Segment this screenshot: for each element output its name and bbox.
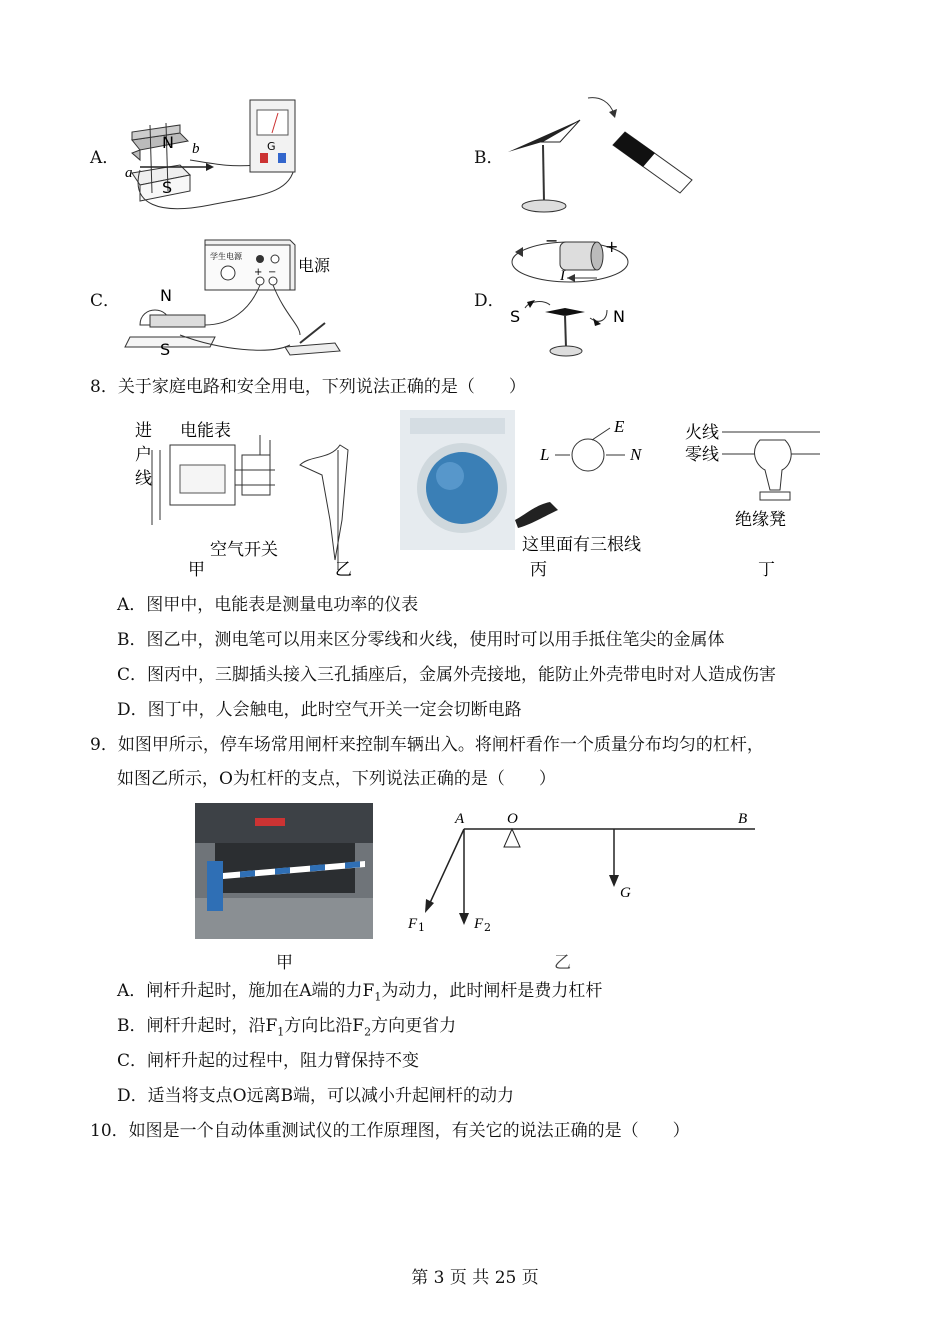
q7-figure-a: [120, 95, 310, 220]
q8-fig-switch-label: 空气开关: [210, 540, 278, 560]
q8-option-c: C．图丙中，三脚插头接入三孔插座后，金属外壳接地，能防止外壳带电时对人造成伤害: [117, 665, 777, 685]
fig-d-plus-sign: +: [605, 237, 619, 256]
fig-a-galvanometer-label: G: [267, 140, 276, 153]
q9-photo-gate: [195, 803, 373, 939]
lever-force-f1-symbol: F: [408, 916, 418, 932]
fig-c-power-label: 电源: [298, 256, 331, 275]
q8-option-b: B．图乙中，测电笔可以用来区分零线和火线，使用时可以用手抵住笔尖的金属体: [117, 630, 725, 650]
fig-a-label-b: b: [192, 141, 200, 157]
fig-c-plus-sign: +: [254, 267, 263, 278]
q8-fig-stool-label: 绝缘凳: [735, 510, 786, 530]
q8-fig-l: L: [540, 445, 550, 464]
fig-d-n-label: N: [613, 307, 625, 326]
q10-stem: 10．如图是一个自动体重测试仪的工作原理图，有关它的说法正确的是（ ）: [90, 1121, 690, 1141]
q8-fig-n: N: [630, 445, 642, 464]
q7-option-d-label: D．: [474, 291, 505, 311]
lever-point-a: A: [455, 811, 465, 827]
fig-c-minus-sign: −: [268, 267, 277, 278]
lever-force-f2-subscript: 2: [484, 921, 491, 934]
q9-option-b: B．闸杆升起时，沿$F_1$方向比沿$F_2$方向更省力: [117, 1016, 457, 1039]
q8-fig-neutral-label: 零线: [685, 445, 719, 465]
q8-fig-caption-yi: 乙: [335, 560, 352, 580]
lever-point-b: B: [738, 811, 748, 827]
q8-fig-e: E: [614, 417, 625, 436]
q8-fig-caption-ding: 丁: [758, 560, 775, 580]
q8-fig-live-label: 火线: [685, 423, 719, 443]
fig-c-power-plate: 学生电源: [210, 252, 242, 261]
fig-c-s-pole: S: [160, 340, 171, 359]
fig-c-n-pole: N: [160, 286, 172, 305]
q7-figure-b: [500, 90, 700, 220]
q9-option-a: A．闸杆升起时，施加在A端的力$F_1$为动力，此时闸杆是费力杠杆: [117, 981, 603, 1004]
q8-figure: [130, 410, 830, 580]
q9-option-d: D．适当将支点O远离B端，可以减小升起闸杆的动力: [117, 1086, 515, 1106]
fig-d-minus-sign: −: [545, 231, 559, 250]
lever-fulcrum-o: O: [507, 811, 518, 827]
q8-fig-three-wire: 这里面有三根线: [522, 535, 641, 555]
q8-fig-hu: 户: [135, 445, 152, 465]
q9-lever-diagram: [400, 803, 770, 938]
q7-option-c-label: C．: [90, 291, 121, 311]
q8-fig-caption-jia: 甲: [188, 560, 205, 580]
q7-figure-c: [120, 235, 360, 360]
lever-force-f2-symbol: F: [474, 916, 484, 932]
q8-option-d: D．图丁中，人会触电，此时空气开关一定会切断电路: [117, 700, 522, 720]
q7-option-a-label: A．: [90, 148, 120, 168]
q9-stem-line2: 如图乙所示，O为杠杆的支点，下列说法正确的是（ ）: [117, 769, 556, 789]
q9-stem-line1: 9．如图甲所示，停车场常用闸杆来控制车辆出入。将闸杆看作一个质量分布均匀的杠杆，: [90, 735, 764, 755]
fig-d-s-label: S: [510, 307, 521, 326]
fig-a-s-pole: S: [162, 178, 173, 197]
fig-a-label-a: a: [125, 165, 133, 181]
q8-stem: 8．关于家庭电路和安全用电，下列说法正确的是（ ）: [90, 377, 526, 397]
q9-caption-yi: 乙: [554, 953, 571, 973]
q8-option-a: A．图甲中，电能表是测量电功率的仪表: [117, 595, 419, 615]
q9-caption-jia: 甲: [276, 953, 293, 973]
page-footer: 第 3 页 共 25 页: [411, 1268, 539, 1288]
q7-option-b-label: B．: [474, 148, 504, 168]
lever-force-f1-subscript: 1: [418, 921, 425, 934]
q8-fig-xian: 线: [135, 469, 152, 489]
q8-fig-jin: 进: [135, 421, 152, 441]
q7-figure-d: [505, 230, 665, 360]
q9-option-c: C．闸杆升起的过程中，阻力臂保持不变: [117, 1051, 420, 1071]
fig-d-current-label: I: [560, 268, 565, 284]
q8-fig-meter-label: 电能表: [180, 421, 231, 441]
lever-gravity-g: G: [620, 885, 631, 901]
fig-a-n-pole: N: [162, 133, 174, 152]
q8-fig-caption-bing: 丙: [530, 560, 547, 580]
